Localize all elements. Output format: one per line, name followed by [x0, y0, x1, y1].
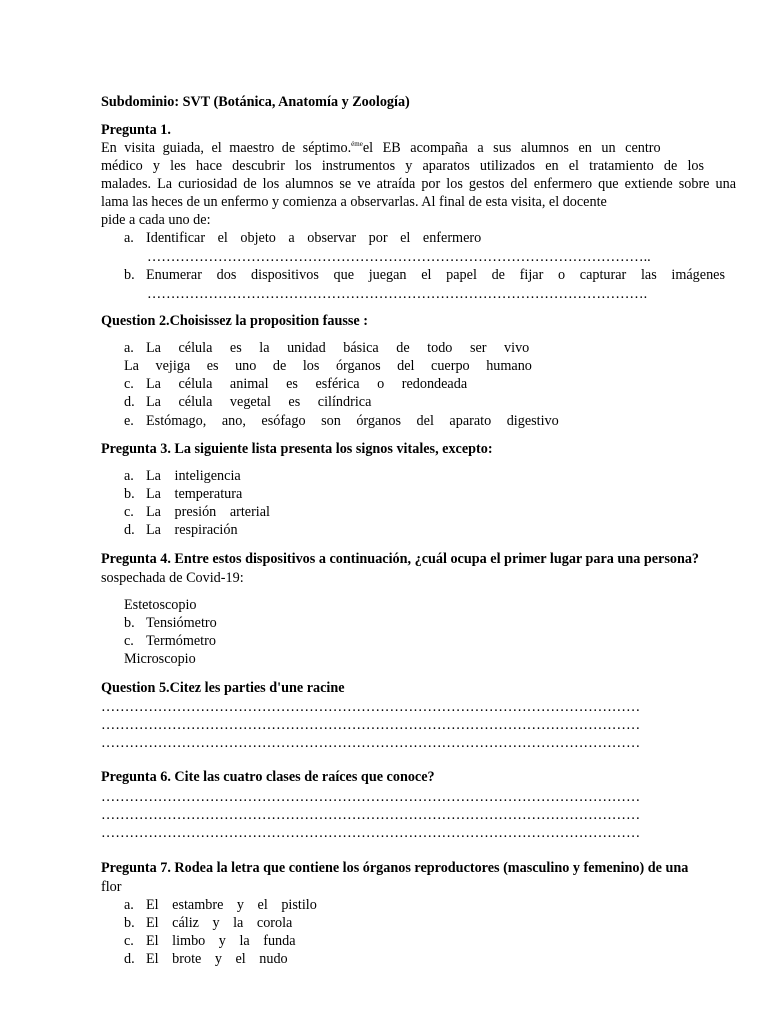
- q4-option-b-letter: b.: [124, 615, 135, 631]
- q5-answer-line-1: ……………………………………………………………………………………………………: [101, 699, 641, 715]
- q1-answer-line-b: …………………………………………………………………………………………….: [147, 286, 648, 302]
- q2-option-d-text: La célula vegetal es cilíndrica: [146, 394, 372, 410]
- q2-option-a-text: La célula es la unidad básica de todo ser vivo: [146, 340, 530, 356]
- q2-option-d-letter: d.: [124, 394, 135, 410]
- q3-option-a-text: La inteligencia: [146, 468, 241, 484]
- q7-option-c-letter: c.: [124, 933, 134, 949]
- q1-option-b-letter: b.: [124, 267, 135, 283]
- q1-paragraph-line-5: pide a cada uno de:: [101, 212, 211, 228]
- q4-option-d: Microscopio: [124, 651, 196, 667]
- q4-option-a: Estetoscopio: [124, 597, 197, 613]
- q7-option-a-text: El estambre y el pistilo: [146, 897, 317, 913]
- q2-option-a-letter: a.: [124, 340, 134, 356]
- q6-answer-line-1: ……………………………………………………………………………………………………: [101, 789, 641, 805]
- q3-option-a-letter: a.: [124, 468, 134, 484]
- q1-paragraph-line-3: malades. La curiosidad de los alumnos se ve atraída por los gestos del enfermero que extiende sobre una: [101, 176, 736, 192]
- q5-answer-line-3: ……………………………………………………………………………………………………: [101, 735, 641, 751]
- q1-paragraph-line-4: lama las heces de un enfermo y comienza a observarlas. Al final de esta visita, el docente: [101, 194, 607, 210]
- q4-option-c-text: Termómetro: [146, 633, 216, 649]
- q2-title: Question 2.Choisissez la proposition fausse :: [101, 313, 368, 329]
- q7-option-d-letter: d.: [124, 951, 135, 967]
- q2-option-c-text: La célula animal es esférica o redondeada: [146, 376, 468, 392]
- q4-title: Pregunta 4. Entre estos dispositivos a continuación, ¿cuál ocupa el primer lugar para una persona?: [101, 551, 700, 567]
- subdomain-heading: Subdominio: SVT (Botánica, Anatomía y Zoología): [101, 94, 410, 110]
- q3-title: Pregunta 3. La siguiente lista presenta los signos vitales, excepto:: [101, 441, 493, 457]
- q7-option-d-text: El brote y el nudo: [146, 951, 288, 967]
- q5-title: Question 5.Citez les parties d'une racine: [101, 680, 345, 696]
- q1-option-a-text: Identificar el objeto a observar por el enfermero: [146, 230, 482, 246]
- q2-option-e-text: Estómago, ano, esófago son órganos del aparato digestivo: [146, 413, 559, 429]
- q7-option-b-text: El cáliz y la corola: [146, 915, 293, 931]
- q6-answer-line-2: ……………………………………………………………………………………………………: [101, 807, 641, 823]
- q3-option-c-letter: c.: [124, 504, 134, 520]
- q3-option-b-letter: b.: [124, 486, 135, 502]
- q7-option-a-letter: a.: [124, 897, 134, 913]
- q1-option-b-text: Enumerar dos dispositivos que juegan el papel de fijar o capturar las imágenes: [146, 267, 725, 283]
- q7-option-b-letter: b.: [124, 915, 135, 931]
- q3-option-b-text: La temperatura: [146, 486, 243, 502]
- q1-answer-line-a: ……………………………………………………………………………………………..: [147, 249, 651, 265]
- q7-title: Pregunta 7. Rodea la letra que contiene los órganos reproductores (masculino y femenino) de una: [101, 860, 689, 876]
- q4-option-b-text: Tensiómetro: [146, 615, 217, 631]
- q2-option-c-letter: c.: [124, 376, 134, 392]
- q7-title-continuation: flor: [101, 879, 122, 895]
- q1-line1-part-a: En visita guiada, el maestro de séptimo.: [101, 140, 352, 156]
- q3-option-d-letter: d.: [124, 522, 135, 538]
- q2-option-e-letter: e.: [124, 413, 134, 429]
- q4-subtitle: sospechada de Covid-19:: [101, 570, 244, 586]
- q6-title: Pregunta 6. Cite las cuatro clases de raíces que conoce?: [101, 769, 435, 785]
- q3-option-c-text: La presión arterial: [146, 504, 270, 520]
- q1-option-a-letter: a.: [124, 230, 134, 246]
- q3-option-d-text: La respiración: [146, 522, 238, 538]
- q7-option-c-text: El limbo y la funda: [146, 933, 296, 949]
- q1-paragraph-line-1: [101, 139, 661, 157]
- q1-superscript: éme: [351, 140, 363, 148]
- q6-answer-line-3: ……………………………………………………………………………………………………: [101, 825, 641, 841]
- q1-paragraph-line-2: médico y les hace descubrir los instrumentos y aparatos utilizados en el tratamiento de los: [101, 158, 704, 174]
- q4-option-c-letter: c.: [124, 633, 134, 649]
- q2-option-b: La vejiga es uno de los órganos del cuerpo humano: [124, 358, 532, 374]
- q1-line1-part-b: el EB acompaña a sus alumnos en un centro: [362, 140, 661, 156]
- q1-title: Pregunta 1.: [101, 122, 171, 138]
- q5-answer-line-2: ……………………………………………………………………………………………………: [101, 717, 641, 733]
